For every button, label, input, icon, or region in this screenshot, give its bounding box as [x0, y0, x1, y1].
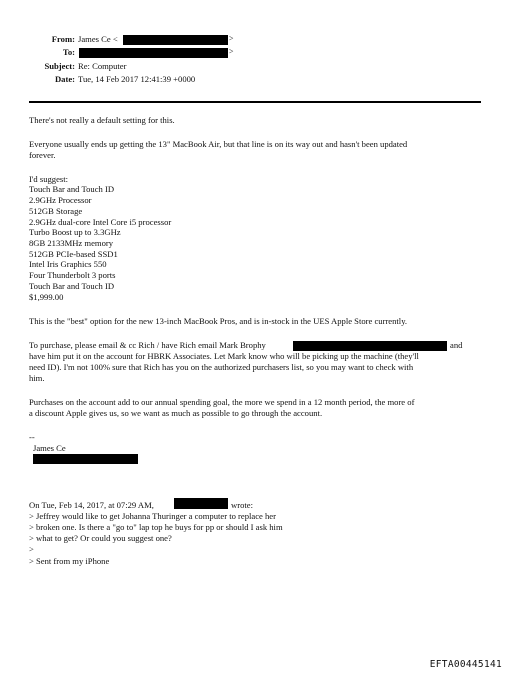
to-close-bracket: > — [229, 47, 234, 56]
from-row — [0, 34, 512, 45]
redaction-quoted-sender — [174, 498, 228, 509]
body-paragraph-1: There's not really a default setting for this. — [29, 115, 175, 125]
to-label: To: — [62, 47, 75, 57]
spec-item: Touch Bar and Touch ID — [29, 281, 115, 291]
quoted-line: > broken one. Is there a "go to" lap top he buys for pp or should I ask him — [29, 522, 283, 532]
quoted-line: > what to get? Or could you suggest one? — [29, 533, 172, 543]
body-paragraph-4-line-1: To purchase, please email & cc Rich / have Rich email Mark Brophy — [29, 340, 266, 350]
spec-item: Turbo Boost up to 3.3GHz — [29, 227, 121, 237]
quoted-line: > — [29, 544, 34, 554]
spec-item: Touch Bar and Touch ID — [29, 184, 115, 194]
quoted-line: > Jeffrey would like to get Johanna Thuringer a computer to replace her — [29, 511, 276, 521]
from-close-bracket: > — [229, 34, 234, 43]
header-divider — [29, 101, 481, 103]
spec-item: 2.9GHz dual-core Intel Core i5 processor — [29, 217, 172, 227]
body-paragraph-4-line-3: need ID). I'm not 100% sure that Rich has you on the authorized purchasers list, so you may want to check with — [29, 362, 414, 372]
date-value: Tue, 14 Feb 2017 12:41:39 +0000 — [78, 74, 196, 84]
date-row — [0, 74, 512, 85]
subject-label: Subject: — [44, 61, 75, 71]
from-value: James Ce < — [78, 34, 118, 44]
spec-item: 512GB PCIe-based SSD1 — [29, 249, 118, 259]
body-paragraph-2-line-2: forever. — [29, 150, 56, 160]
body-paragraph-2-line-1: Everyone usually ends up getting the 13" MacBook Air, but that line is on its way out and hasn't been updated — [29, 139, 408, 149]
redaction-signature — [33, 454, 138, 464]
spec-item: 512GB Storage — [29, 206, 83, 216]
date-label: Date: — [54, 74, 75, 84]
spec-item: 8GB 2133MHz memory — [29, 238, 114, 248]
signature-name: James Ce — [33, 443, 66, 453]
quoted-intro-end: wrote: — [231, 500, 253, 510]
quoted-line: > Sent from my iPhone — [29, 556, 110, 566]
suggest-intro: I'd suggest: — [29, 174, 69, 184]
redaction-from-email — [123, 35, 228, 45]
body-paragraph-4-line-2: have him put it on the account for HBRK Associates. Let Mark know who will be picking up the machine (they'll — [29, 351, 419, 361]
from-label: From: — [51, 34, 75, 44]
redaction-email-address — [293, 341, 447, 351]
spec-item: 2.9GHz Processor — [29, 195, 92, 205]
to-row — [0, 47, 512, 58]
body-paragraph-4-line-1-end: and — [450, 340, 463, 350]
signature-separator: -- — [29, 432, 35, 442]
body-paragraph-3: This is the "best" option for the new 13-inch MacBook Pros, and is in-stock in the UES Apple Store currently. — [29, 316, 408, 326]
subject-row — [0, 61, 512, 72]
spec-item: Four Thunderbolt 3 ports — [29, 270, 116, 280]
body-paragraph-5-line-2: a discount Apple gives us, so we want as much as possible to go through the account. — [29, 408, 323, 418]
redaction-to-email — [79, 48, 228, 58]
subject-value: Re: Computer — [78, 61, 127, 71]
spec-price: $1,999.00 — [29, 292, 64, 302]
document-stamp: EFTA00445141 — [429, 659, 502, 670]
body-paragraph-5-line-1: Purchases on the account add to our annual spending goal, the more we spend in a 12 month period, the more of — [29, 397, 415, 407]
quoted-intro: On Tue, Feb 14, 2017, at 07:29 AM, — [29, 500, 154, 510]
spec-item: Intel Iris Graphics 550 — [29, 259, 107, 269]
body-paragraph-4-line-4: him. — [29, 373, 45, 383]
